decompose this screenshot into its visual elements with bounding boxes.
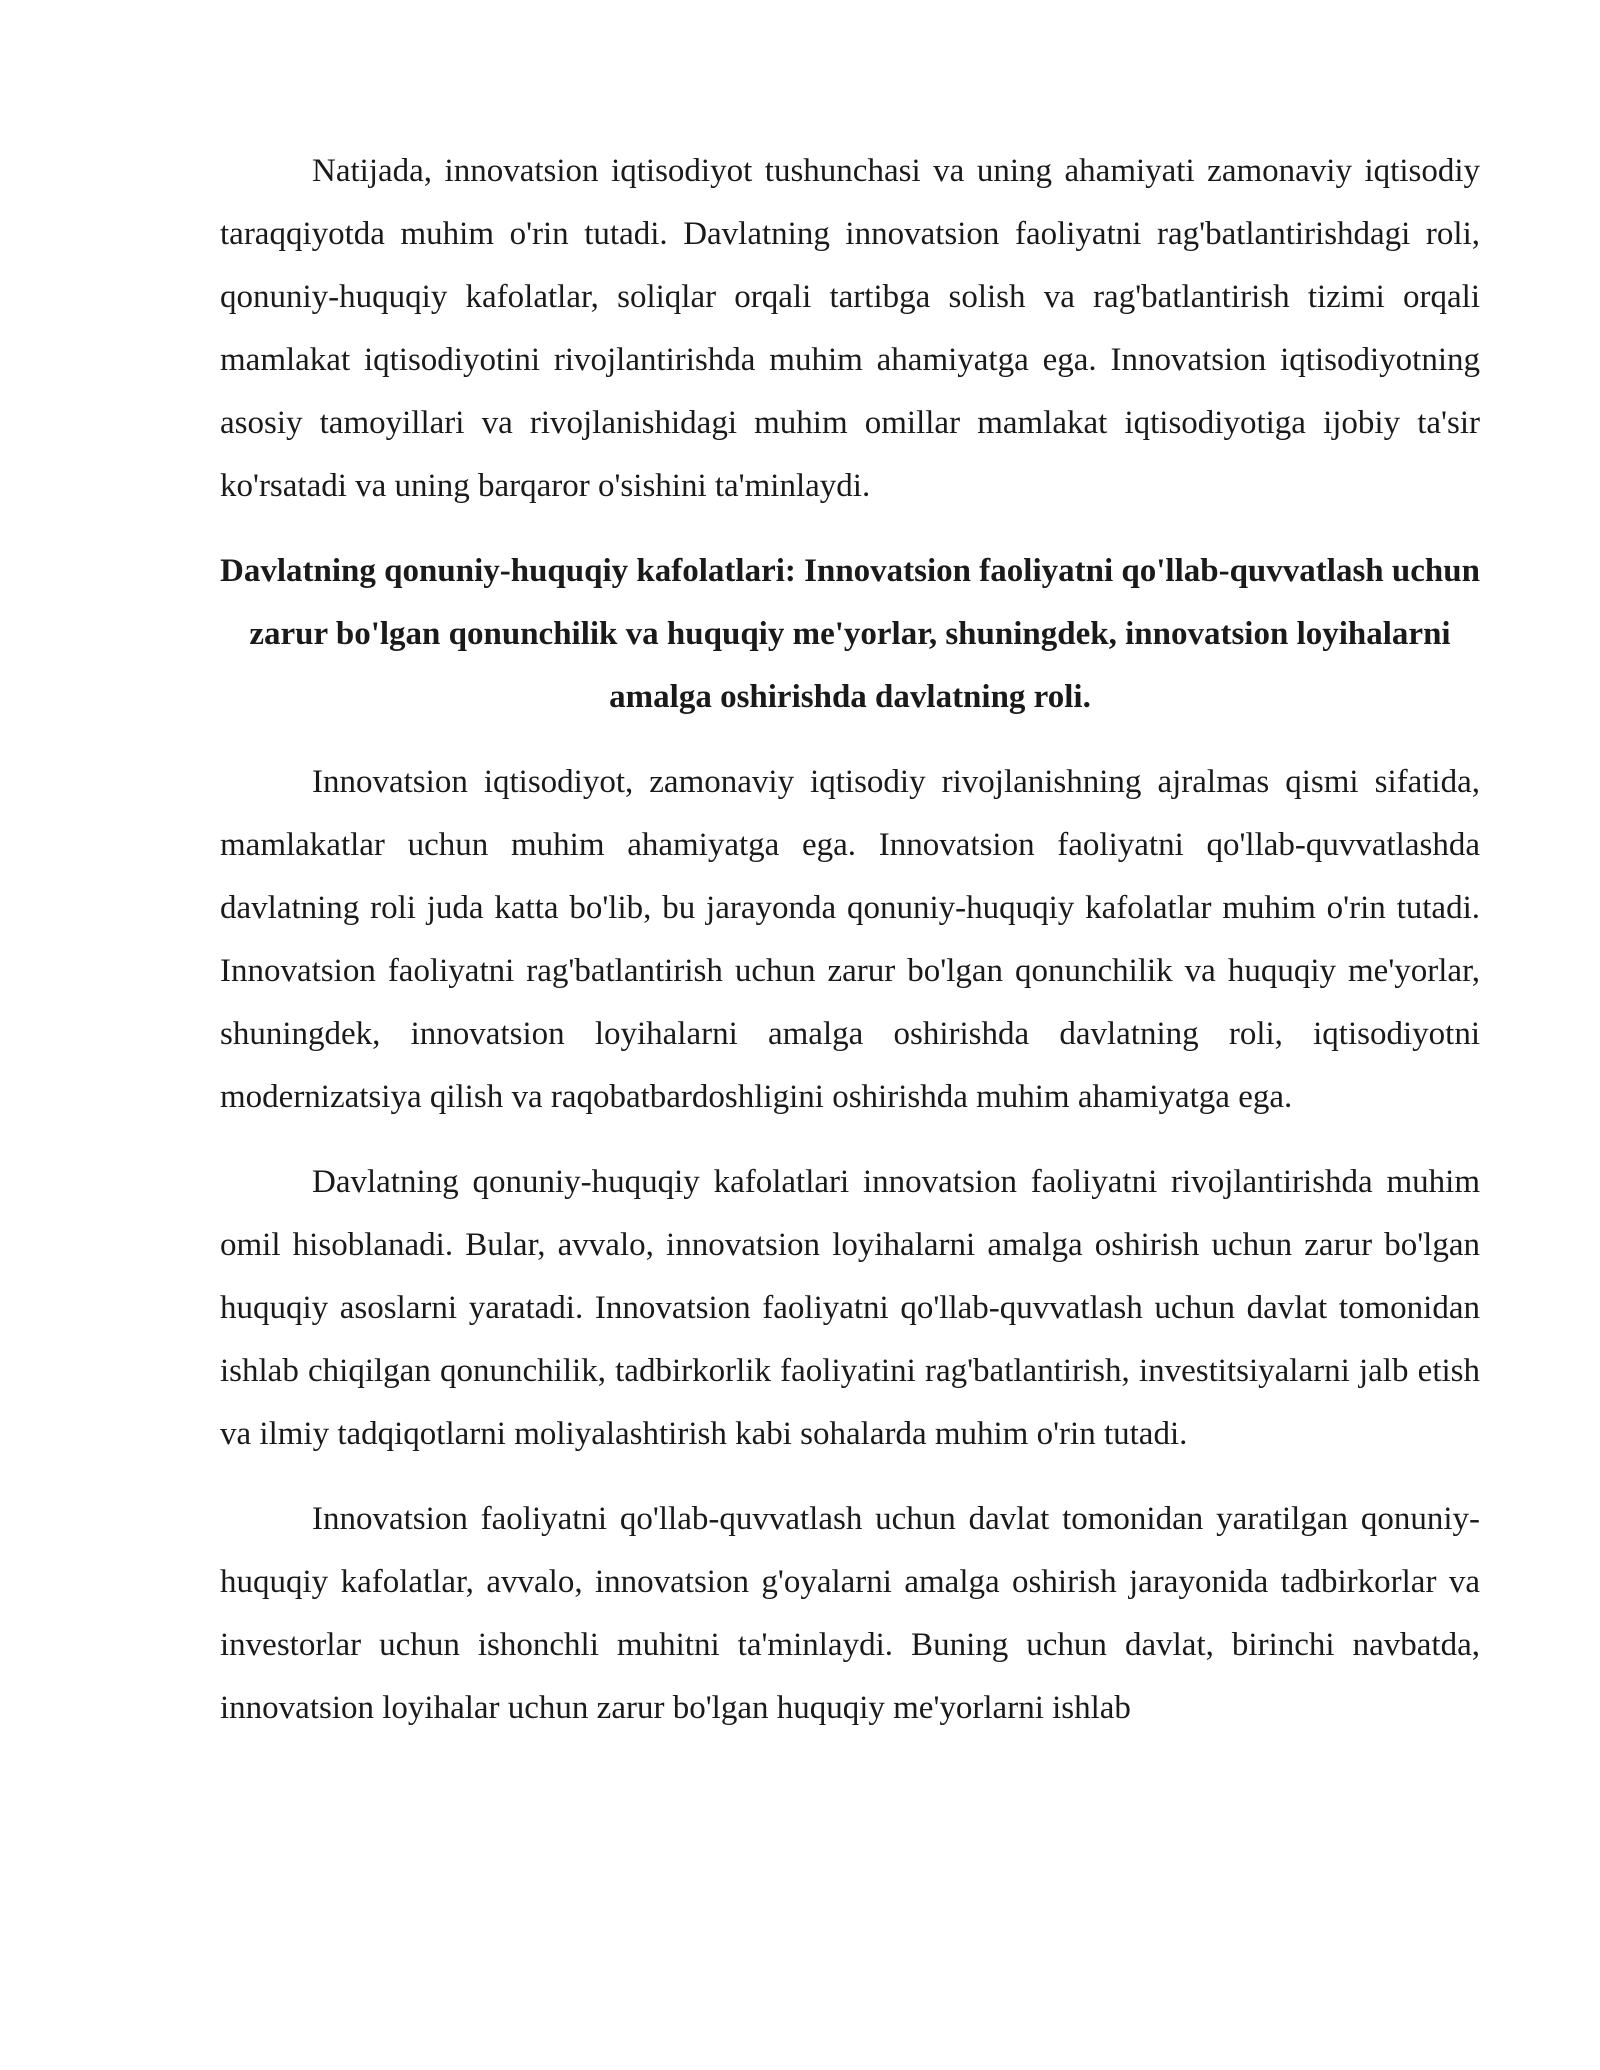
paragraph-support-environment: Innovatsion faoliyatni qo'llab-quvvatlash uchun davlat tomonidan yaratilgan qonuniy-huquqiy kafolatlar, avvalo, innovatsion g'oyalarni amalga oshirish jarayonida tadbirkorlar va investorlar uchun ishonchli muhitni ta'minlaydi. Buning uchun davlat, birinchi navbatda, innovatsion loyihalar uchun zarur bo'lgan huquqiy me'yorlarni ishlab (220, 1501, 1480, 1726)
section-heading: Davlatning qonuniy-huquqiy kafolatlari: Innovatsion faoliyatni qo'llab-quvvatlash uchun zarur bo'lgan qonunchilik va huquqiy me'yorlar, shuningdek, innovatsion loyihalarni amalga oshirishda davlatning roli. (220, 553, 1480, 715)
paragraph-intro: Innovatsion iqtisodiyot, zamonaviy iqtisodiy rivojlanishning ajralmas qismi sifatida, mamlakatlar uchun muhim ahamiyatga ega. Innovatsion faoliyatni qo'llab-quvvatlashda davlatning roli juda katta bo'lib, bu jarayonda qonuniy-huquqiy kafolatlar muhim o'rin tutadi. Innovatsion faoliyatni rag'batlantirish uchun zarur bo'lgan qonunchilik va huquqiy me'yorlar, shuningdek, innovatsion loyihalarni amalga oshirishda davlatning roli, iqtisodiyotni modernizatsiya qilish va raqobatbardoshligini oshirishda muhim ahamiyatga ega. (220, 764, 1480, 1115)
paragraph-conclusion: Natijada, innovatsion iqtisodiyot tushunchasi va uning ahamiyati zamonaviy iqtisodiy taraqqiyotda muhim o'rin tutadi. Davlatning innovatsion faoliyatni rag'batlantirishdagi roli, qonuniy-huquqiy kafolatlar, soliqlar orqali tartibga solish va rag'batlantirish tizimi orqali mamlakat iqtisodiyotini rivojlantirishda muhim ahamiyatga ega. Innovatsion iqtisodiyotning asosiy tamoyillari va rivojlanishidagi muhim omillar mamlakat iqtisodiyotiga ijobiy ta'sir ko'rsatadi va uning barqaror o'sishini ta'minlaydi. (220, 153, 1480, 504)
document-page (220, 140, 1480, 1762)
paragraph-legal-guarantees: Davlatning qonuniy-huquqiy kafolatlari innovatsion faoliyatni rivojlantirishda muhim omil hisoblanadi. Bular, avvalo, innovatsion loyihalarni amalga oshirish uchun zarur bo'lgan huquqiy asoslarni yaratadi. Innovatsion faoliyatni qo'llab-quvvatlash uchun davlat tomonidan ishlab chiqilgan qonunchilik, tadbirkorlik faoliyatini rag'batlantirish, investitsiyalarni jalb etish va ilmiy tadqiqotlarni moliyalashtirish kabi sohalarda muhim o'rin tutadi. (220, 1164, 1480, 1452)
